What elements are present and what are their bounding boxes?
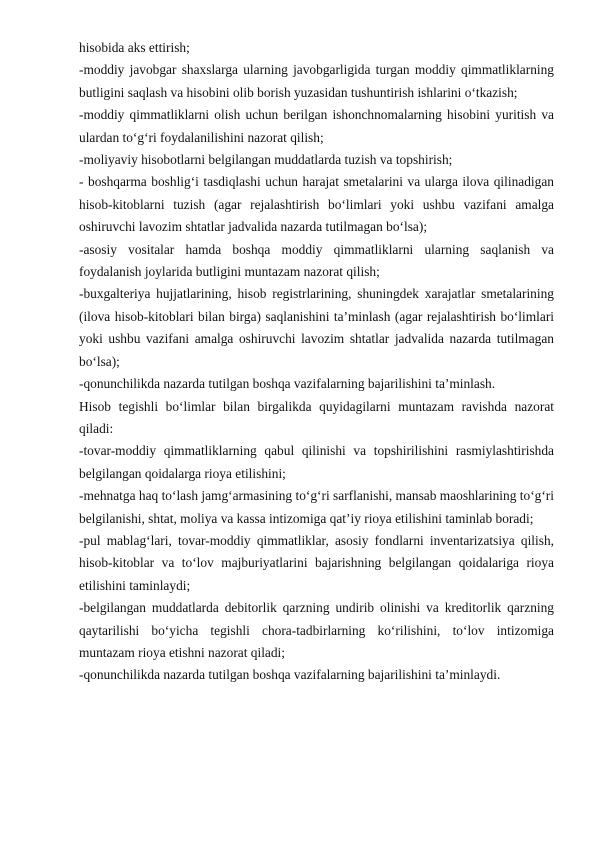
paragraph-14: -qonunchilikda nazarda tutilgan boshqa vazifalarning bajarilishini ta’minlaydi. [79, 667, 501, 683]
paragraph-4: -moliyaviy hisobotlarni belgilangan muddatlarda tuzish va topshirish; [79, 152, 453, 168]
paragraph-8: -qonunchilikda nazarda tutilgan boshqa vazifalarning bajarilishini ta’minlash. [79, 376, 496, 392]
paragraph-7: -buxgalteriya hujjatlarining, hisob registrlarining, shuningdek xarajatlar smetalarining (ilova hisob-kitoblari bilan birga) saqlanishini ta’minlash (agar rejalashtirish bo‘limlari yoki ushbu vazifani amalga oshiruvchi lavozim shtatlar jadvalida nazarda tutilmagan bo‘lsa); [79, 286, 554, 369]
document-page [79, 37, 554, 687]
paragraph-5: - boshqarma boshlig‘i tasdiqlashi uchun harajat smetalarini va ularga ilova qilinadigan hisob-kitoblarni tuzish (agar rejalashtirish bo‘limlari yoki ushbu vazifani amalga oshiruvchi lavozim shtatlar jadvalida nazarda tutilmagan bo‘lsa); [79, 174, 554, 235]
paragraph-10: -tovar-moddiy qimmatliklarning qabul qilinishi va topshirilishini rasmiylashtirishda belgilangan qoidalarga rioya etilishini; [79, 443, 554, 481]
paragraph-2: -moddiy javobgar shaxslarga ularning javobgarligida turgan moddiy qimmatliklarning butligini saqlash va hisobini olib borish yuzasidan tushuntirish ishlarini o‘tkazish; [79, 62, 554, 100]
paragraph-12: -pul mablag‘lari, tovar-moddiy qimmatliklar, asosiy fondlarni inventarizatsiya qilish, hisob-kitoblar va to‘lov majburiyatlarini bajarishning belgilangan qoidalariga rioya etilishini taminlaydi; [79, 532, 554, 593]
paragraph-11: -mehnatga haq to‘lash jamg‘armasining to‘g‘ri sarflanishi, mansab maoshlarining to‘g‘ri belgilanishi, shtat, moliya va kassa intizomiga qat’iy rioya etilishini taminlab boradi; [79, 488, 554, 526]
paragraph-6: -asosiy vositalar hamda boshqa moddiy qimmatliklarni ularning saqlanish va foydalanish joylarida butligini muntazam nazorat qilish; [79, 241, 554, 280]
paragraph-1: hisobida aks ettirish; [79, 40, 190, 55]
paragraph-9: Hisob tegishli bo‘limlar bilan birgalikda quyidagilarni muntazam ravishda nazorat qiladi: [79, 398, 554, 436]
paragraph-3: -moddiy qimmatliklarni olish uchun berilgan ishonchnomalarning hisobini yuritish va ulardan to‘g‘ri foydalanilishini nazorat qilish; [79, 107, 554, 145]
paragraph-13: -belgilangan muddatlarda debitorlik qarzning undirib olinishi va kreditorlik qarzning qaytarilishi bo‘yicha tegishli chora-tadbirlarning ko‘rilishini, to‘lov intizomiga muntazam rioya etishni nazorat qiladi; [79, 600, 554, 660]
